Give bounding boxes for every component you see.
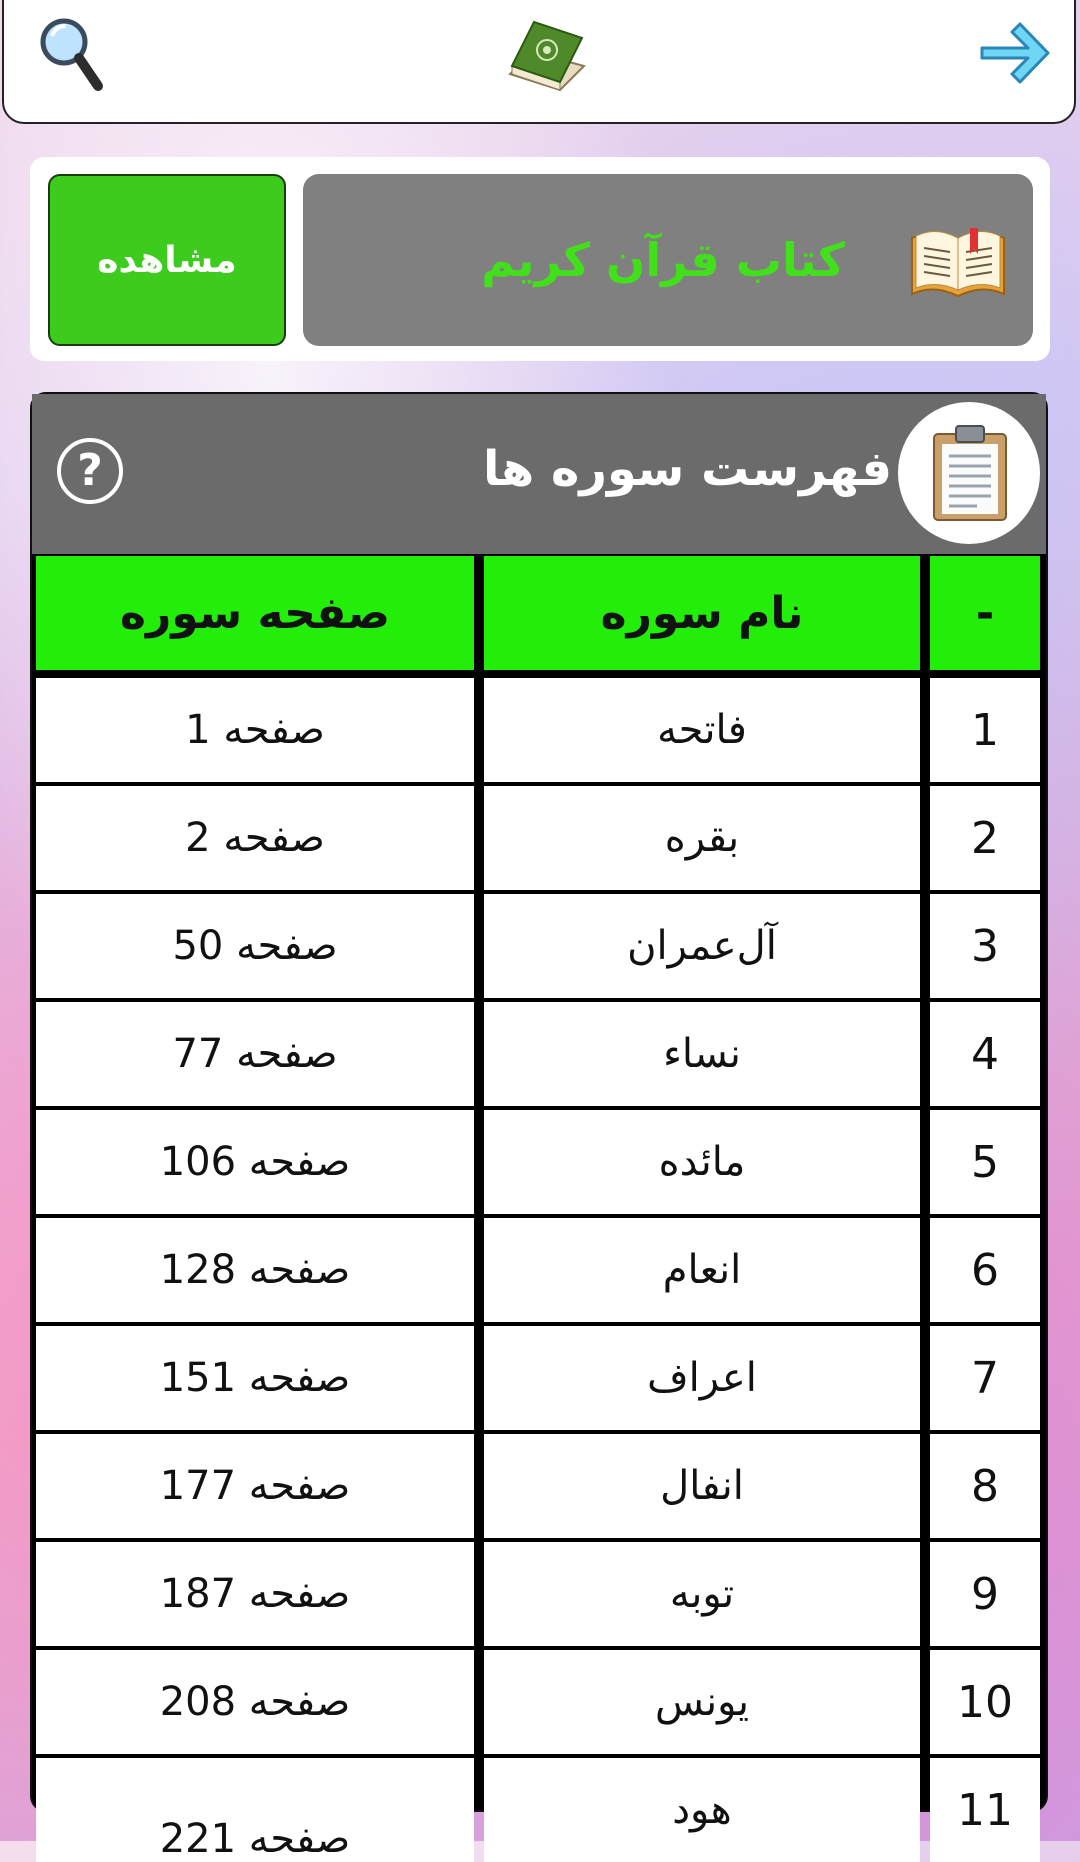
surah-number: 7 <box>930 1326 1040 1430</box>
table-header-row <box>32 556 1046 670</box>
book-card <box>30 157 1050 361</box>
surah-name: فاتحه <box>484 678 920 782</box>
surah-number: 9 <box>930 1542 1040 1646</box>
book-title: کتاب قرآن کریم <box>481 233 845 287</box>
surah-name: توبه <box>484 1542 920 1646</box>
surah-number: 8 <box>930 1434 1040 1538</box>
surah-number: 3 <box>930 894 1040 998</box>
surah-number: 11 <box>930 1758 1040 1862</box>
surah-page: صفحه 187 <box>36 1542 474 1646</box>
quran-book-icon <box>502 16 588 96</box>
surah-number: 5 <box>930 1110 1040 1214</box>
table-row[interactable] <box>32 678 1046 782</box>
surah-page: صفحه 128 <box>36 1218 474 1322</box>
surah-page: صفحه 77 <box>36 1002 474 1106</box>
header-num: - <box>930 556 1040 670</box>
view-button[interactable]: مشاهده <box>48 174 286 346</box>
header-name: نام سوره <box>484 556 920 670</box>
surah-name: هود <box>484 1758 920 1862</box>
surah-page: صفحه 2 <box>36 786 474 890</box>
surah-page: صفحه 177 <box>36 1434 474 1538</box>
surah-number: 6 <box>930 1218 1040 1322</box>
book-banner[interactable] <box>303 174 1033 346</box>
panel-title: فهرست سوره ها <box>483 441 892 497</box>
table-row[interactable] <box>32 1002 1046 1106</box>
table-row[interactable] <box>32 894 1046 998</box>
table-row[interactable] <box>32 1326 1046 1430</box>
surah-page: صفحه 221 <box>36 1758 474 1862</box>
table-row[interactable] <box>32 1218 1046 1322</box>
table-row[interactable] <box>32 786 1046 890</box>
app-bar <box>2 0 1076 124</box>
surah-name: یونس <box>484 1650 920 1754</box>
table-row[interactable] <box>32 1758 1046 1862</box>
header-page: صفحه سوره <box>36 556 474 670</box>
search-icon[interactable] <box>38 16 104 96</box>
surah-number: 4 <box>930 1002 1040 1106</box>
table-row[interactable] <box>32 1650 1046 1754</box>
surah-number: 10 <box>930 1650 1040 1754</box>
surah-name: بقره <box>484 786 920 890</box>
clipboard-badge <box>898 402 1040 544</box>
surah-page: صفحه 1 <box>36 678 474 782</box>
surah-name: اعراف <box>484 1326 920 1430</box>
surah-page: صفحه 208 <box>36 1650 474 1754</box>
surah-number: 2 <box>930 786 1040 890</box>
surah-page: صفحه 106 <box>36 1110 474 1214</box>
table-row[interactable] <box>32 1542 1046 1646</box>
surah-name: نساء <box>484 1002 920 1106</box>
table-row[interactable] <box>32 1434 1046 1538</box>
open-book-icon <box>908 224 1008 302</box>
surah-name: انفال <box>484 1434 920 1538</box>
clipboard-icon <box>932 424 1008 522</box>
surah-name: آل‌عمران <box>484 894 920 998</box>
panel-header <box>32 394 1046 554</box>
surah-name: مائده <box>484 1110 920 1214</box>
surah-page: صفحه 151 <box>36 1326 474 1430</box>
surah-page: صفحه 50 <box>36 894 474 998</box>
forward-arrow-icon[interactable] <box>976 18 1052 88</box>
help-icon[interactable]: ? <box>57 438 123 504</box>
surah-name: انعام <box>484 1218 920 1322</box>
surah-list-panel <box>30 392 1048 1862</box>
table-row[interactable] <box>32 1110 1046 1214</box>
surah-number: 1 <box>930 678 1040 782</box>
